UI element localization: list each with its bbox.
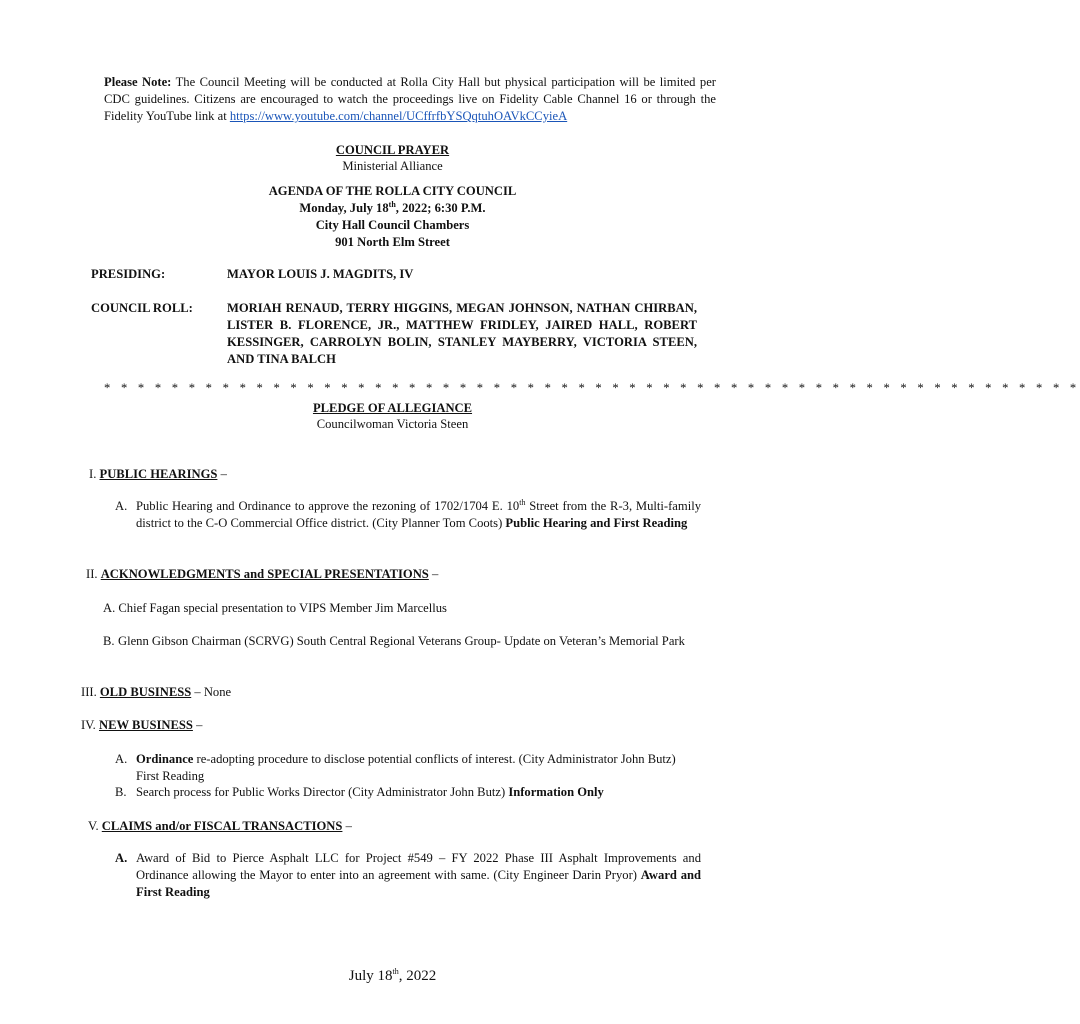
item-text: Award of Bid to Pierce Asphalt LLC for Project #549 – FY 2022 Phase III Asphalt Improvements and Ordinance allowing the Mayor to enter into an agreement with same. (City Engineer Darin Pryor) Award and First Reading [136, 851, 702, 899]
roll-value: MORIAH RENAUD, TERRY HIGGINS, MEGAN JOHNSON, NATHAN CHIRBAN, LISTER B. FLORENCE, JR., MATTHEW FRIDLEY, JAIRED HALL, ROBERT KESSINGER, CARROLYN BOLIN, STANLEY MAYBERRY, VICTORIA STEEN, AND TINA BALCH [227, 301, 697, 366]
roll-label: COUNCIL ROLL: [91, 301, 193, 315]
presiding-value: MAYOR LOUIS J. MAGDITS, IV [227, 267, 414, 281]
footer-date [0, 968, 785, 985]
agenda-venue: City Hall Council Chambers [315, 218, 470, 232]
item-marker: A. [115, 499, 128, 513]
section-dash: – [196, 718, 203, 732]
agenda-date-sup: th [388, 199, 396, 209]
pledge-heading: PLEDGE OF ALLEGIANCE [312, 401, 473, 415]
section-number: II. [86, 567, 98, 581]
item-marker: A. [115, 851, 128, 865]
section-title: OLD BUSINESS [99, 685, 192, 699]
section-new-business [81, 717, 202, 734]
footer-date-year: , 2022 [398, 968, 437, 984]
item-text: Ordinance re-adopting procedure to disclose potential conflicts of interest. (City Administrator John Butz) First Reading [136, 752, 676, 783]
item-text: Search process for Public Works Director (City Administrator John Butz) Information Only [136, 785, 604, 799]
section-number: I. [89, 467, 97, 481]
agenda-title: AGENDA OF THE ROLLA CITY COUNCIL [268, 184, 517, 198]
item-marker: A. [103, 601, 116, 615]
footer-date-sup: th [392, 967, 399, 976]
list-item [115, 498, 701, 532]
footer-date-main: July 18 [348, 968, 393, 984]
prayer-heading: COUNCIL PRAYER [335, 143, 450, 157]
item-marker: A. [115, 752, 128, 766]
section-dash: – [431, 567, 439, 581]
list-item [115, 850, 701, 901]
section-number: III. [81, 685, 97, 699]
item-text: Chief Fagan special presentation to VIPS Member Jim Marcellus [118, 601, 447, 615]
section-title: PUBLIC HEARINGS [99, 467, 218, 481]
section-old-business [81, 684, 231, 701]
meeting-note [104, 74, 716, 125]
section-public-hearings [89, 466, 227, 483]
separator-stars: * * * * * * * * * * * * * * * * * * * * * * * * * * * * * * * * * * * * * * * * * * * * * * * * * * * * * * * * * * [104, 381, 1080, 395]
section-acknowledgments [86, 566, 438, 583]
note-label: Please Note: [104, 75, 172, 89]
item-marker: B. [103, 634, 115, 648]
list-item [115, 784, 705, 801]
agenda-address: 901 North Elm Street [335, 235, 450, 249]
section-title: CLAIMS and/or FISCAL TRANSACTIONS [101, 819, 343, 833]
agenda-date-main: Monday, July 18 [299, 201, 389, 215]
note-text: The Council Meeting will be conducted at Rolla City Hall but physical participation will be limited per CDC guidelines. Citizens are encouraged to watch the proceedings live on Fidelity Cable Channel 16 or through the Fidelity YouTube link at [104, 75, 717, 123]
presiding-label: PRESIDING: [91, 267, 166, 281]
item-text: Public Hearing and Ordinance to approve the rezoning of 1702/1704 E. 10th Street from the R-3, Multi-family district to the C-O Commercial Office district. (City Planner Tom Coots) Public Hearing and First Reading [136, 497, 701, 530]
section-number: IV. [81, 718, 96, 732]
item-text: Glenn Gibson Chairman (SCRVG) South Central Regional Veterans Group- Update on Veteran’s Memorial Park [118, 634, 685, 648]
section-dash: – [220, 467, 227, 481]
list-item [103, 633, 703, 650]
section-title: NEW BUSINESS [98, 718, 193, 732]
section-claims [88, 818, 352, 835]
list-item [115, 751, 701, 785]
section-title: ACKNOWLEDGMENTS and SPECIAL PRESENTATIONS [100, 567, 429, 581]
agenda-date-time: , 2022; 6:30 P.M. [395, 201, 486, 215]
prayer-by: Ministerial Alliance [342, 159, 443, 173]
pledge-by: Councilwoman Victoria Steen [316, 417, 469, 431]
list-item [103, 600, 703, 617]
section-dash: – [345, 819, 352, 833]
youtube-link[interactable]: https://www.youtube.com/channel/UCffrfbYSQqtuhOAVkCCyieA [229, 109, 568, 123]
item-marker: B. [115, 785, 127, 799]
section-dash: – None [194, 685, 232, 699]
agenda-date [0, 200, 785, 217]
section-number: V. [88, 819, 99, 833]
